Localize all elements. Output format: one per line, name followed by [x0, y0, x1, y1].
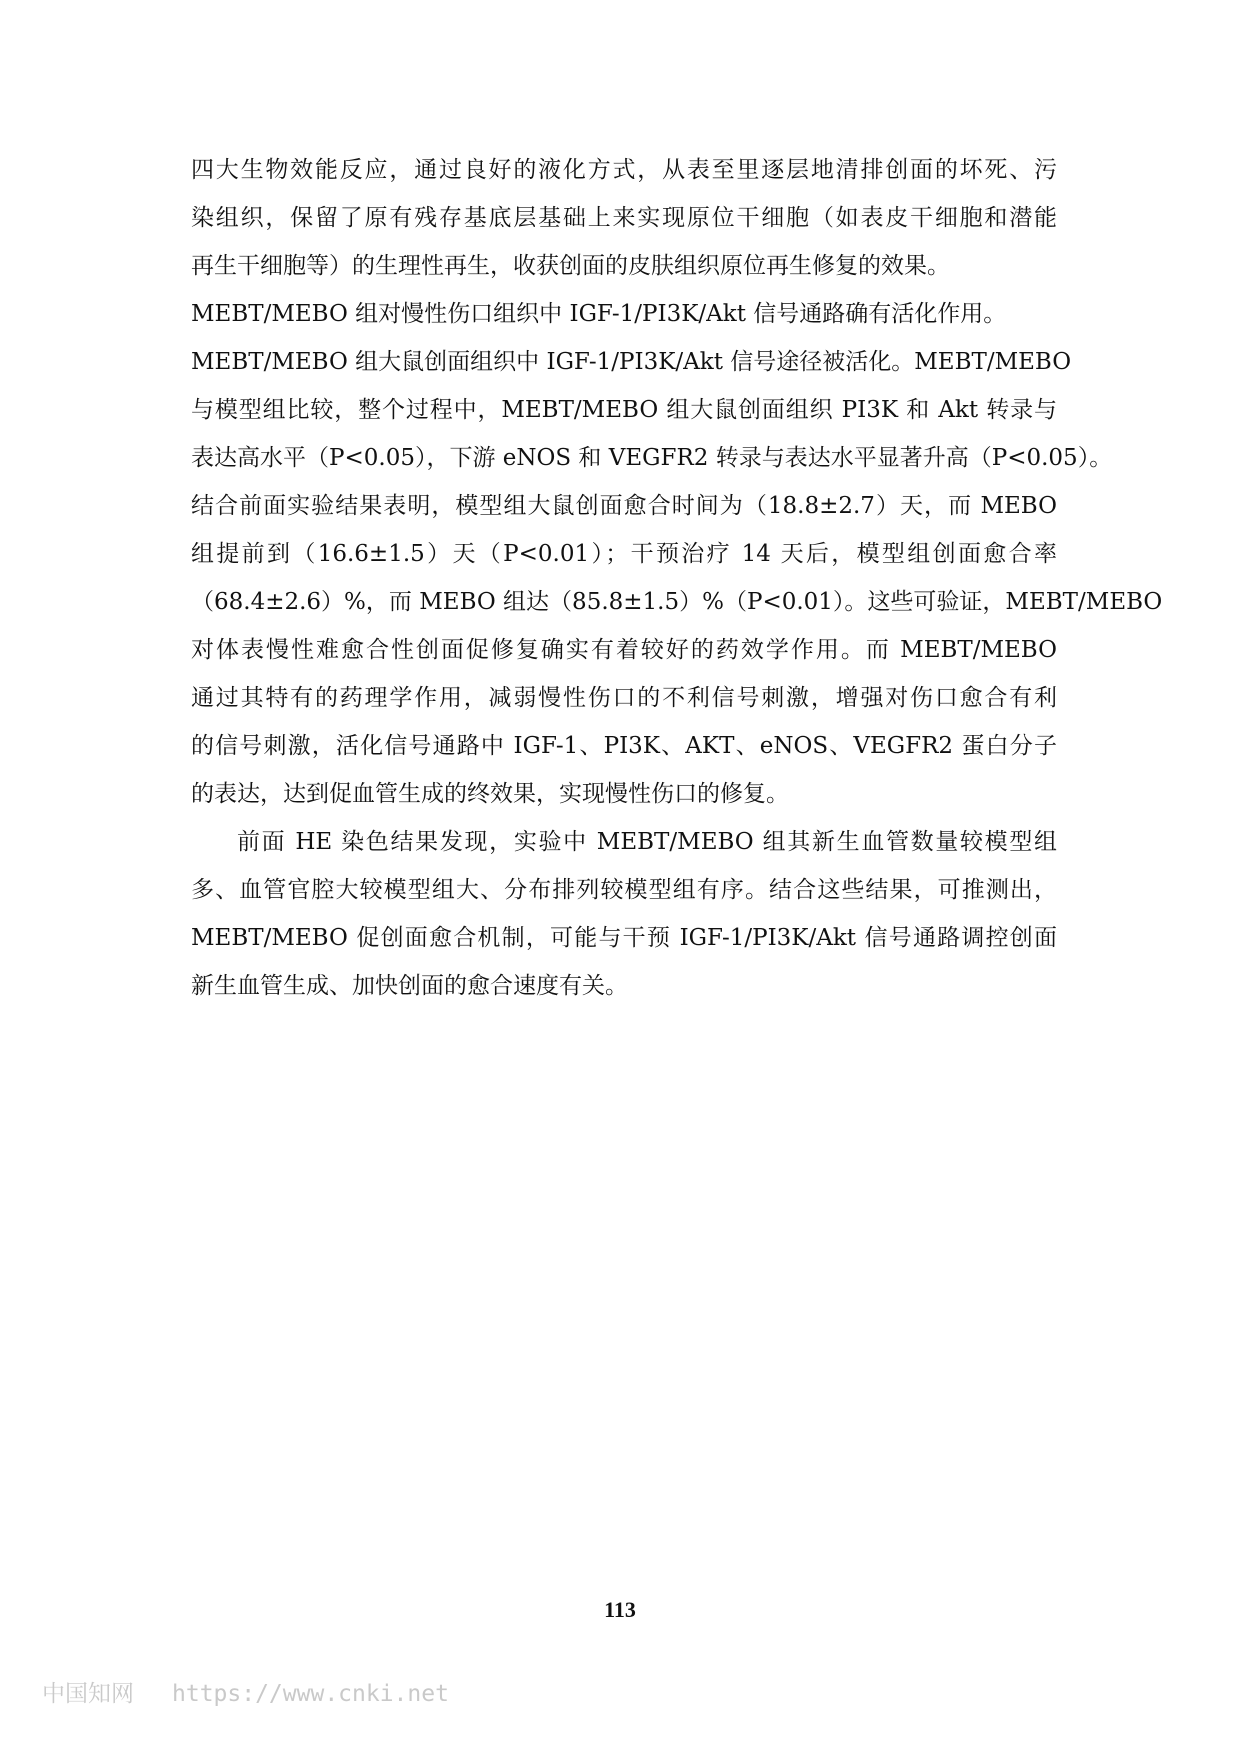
- watermark-url: https://www.cnki.net: [172, 1681, 449, 1707]
- cnki-watermark: [42, 1675, 449, 1708]
- text-line: 对体表慢性难愈合性创面促修复确实有着较好的药效学作用。而 MEBT/MEBO: [191, 637, 1057, 663]
- text-line: 新生血管生成、加快创面的愈合速度有关。: [191, 973, 628, 999]
- text-line: （68.4±2.6）%，而 MEBO 组达（85.8±1.5）%（P<0.01）。这些可验证，MEBT/MEBO: [191, 589, 1163, 615]
- text-line: MEBT/MEBO 促创面愈合机制，可能与干预 IGF-1/PI3K/Akt 信号通路调控创面: [191, 925, 1057, 951]
- text-line: MEBT/MEBO 组对慢性伤口组织中 IGF-1/PI3K/Akt 信号通路确有活化作用。: [191, 301, 1007, 327]
- text-line: 前面 HE 染色结果发现，实验中 MEBT/MEBO 组其新生血管数量较模型组: [237, 829, 1057, 855]
- paragraph-2: [191, 818, 1057, 1010]
- body-text: [191, 146, 1163, 1010]
- text-line: 结合前面实验结果表明，模型组大鼠创面愈合时间为（18.8±2.7）天，而 MEBO: [191, 493, 1057, 519]
- text-line: 的表达，达到促血管生成的终效果，实现慢性伤口的修复。: [191, 781, 789, 807]
- cnki-logo-text: 中国知网: [42, 1681, 134, 1707]
- text-line: 与模型组比较，整个过程中，MEBT/MEBO 组大鼠创面组织 PI3K 和 Akt 转录与: [191, 397, 1057, 423]
- text-line: 的信号刺激，活化信号通路中 IGF-1、PI3K、AKT、eNOS、VEGFR2 蛋白分子: [191, 733, 1057, 759]
- text-line: 多、血管官腔大较模型组大、分布排列较模型组有序。结合这些结果，可推测出，: [191, 877, 1057, 903]
- text-line: 表达高水平（P<0.05），下游 eNOS 和 VEGFR2 转录与表达水平显著升高（P<0.05）。: [191, 445, 1113, 471]
- text-line: MEBT/MEBO 组大鼠创面组织中 IGF-1/PI3K/Akt 信号途径被活化。MEBT/MEBO: [191, 349, 1072, 375]
- paragraph-1: [191, 146, 1163, 818]
- text-line: 组提前到（16.6±1.5）天（P<0.01）；干预治疗 14 天后，模型组创面愈合率: [191, 541, 1057, 567]
- text-line: 通过其特有的药理学作用，减弱慢性伤口的不利信号刺激，增强对伤口愈合有利: [191, 685, 1057, 711]
- text-line: 染组织，保留了原有残存基底层基础上来实现原位干细胞（如表皮干细胞和潜能: [191, 205, 1057, 231]
- page-number: 113: [604, 1597, 636, 1622]
- text-line: 再生干细胞等）的生理性再生，收获创面的皮肤组织原位再生修复的效果。: [191, 253, 950, 279]
- text-line: 四大生物效能反应，通过良好的液化方式，从表至里逐层地清排创面的坏死、污: [191, 157, 1057, 183]
